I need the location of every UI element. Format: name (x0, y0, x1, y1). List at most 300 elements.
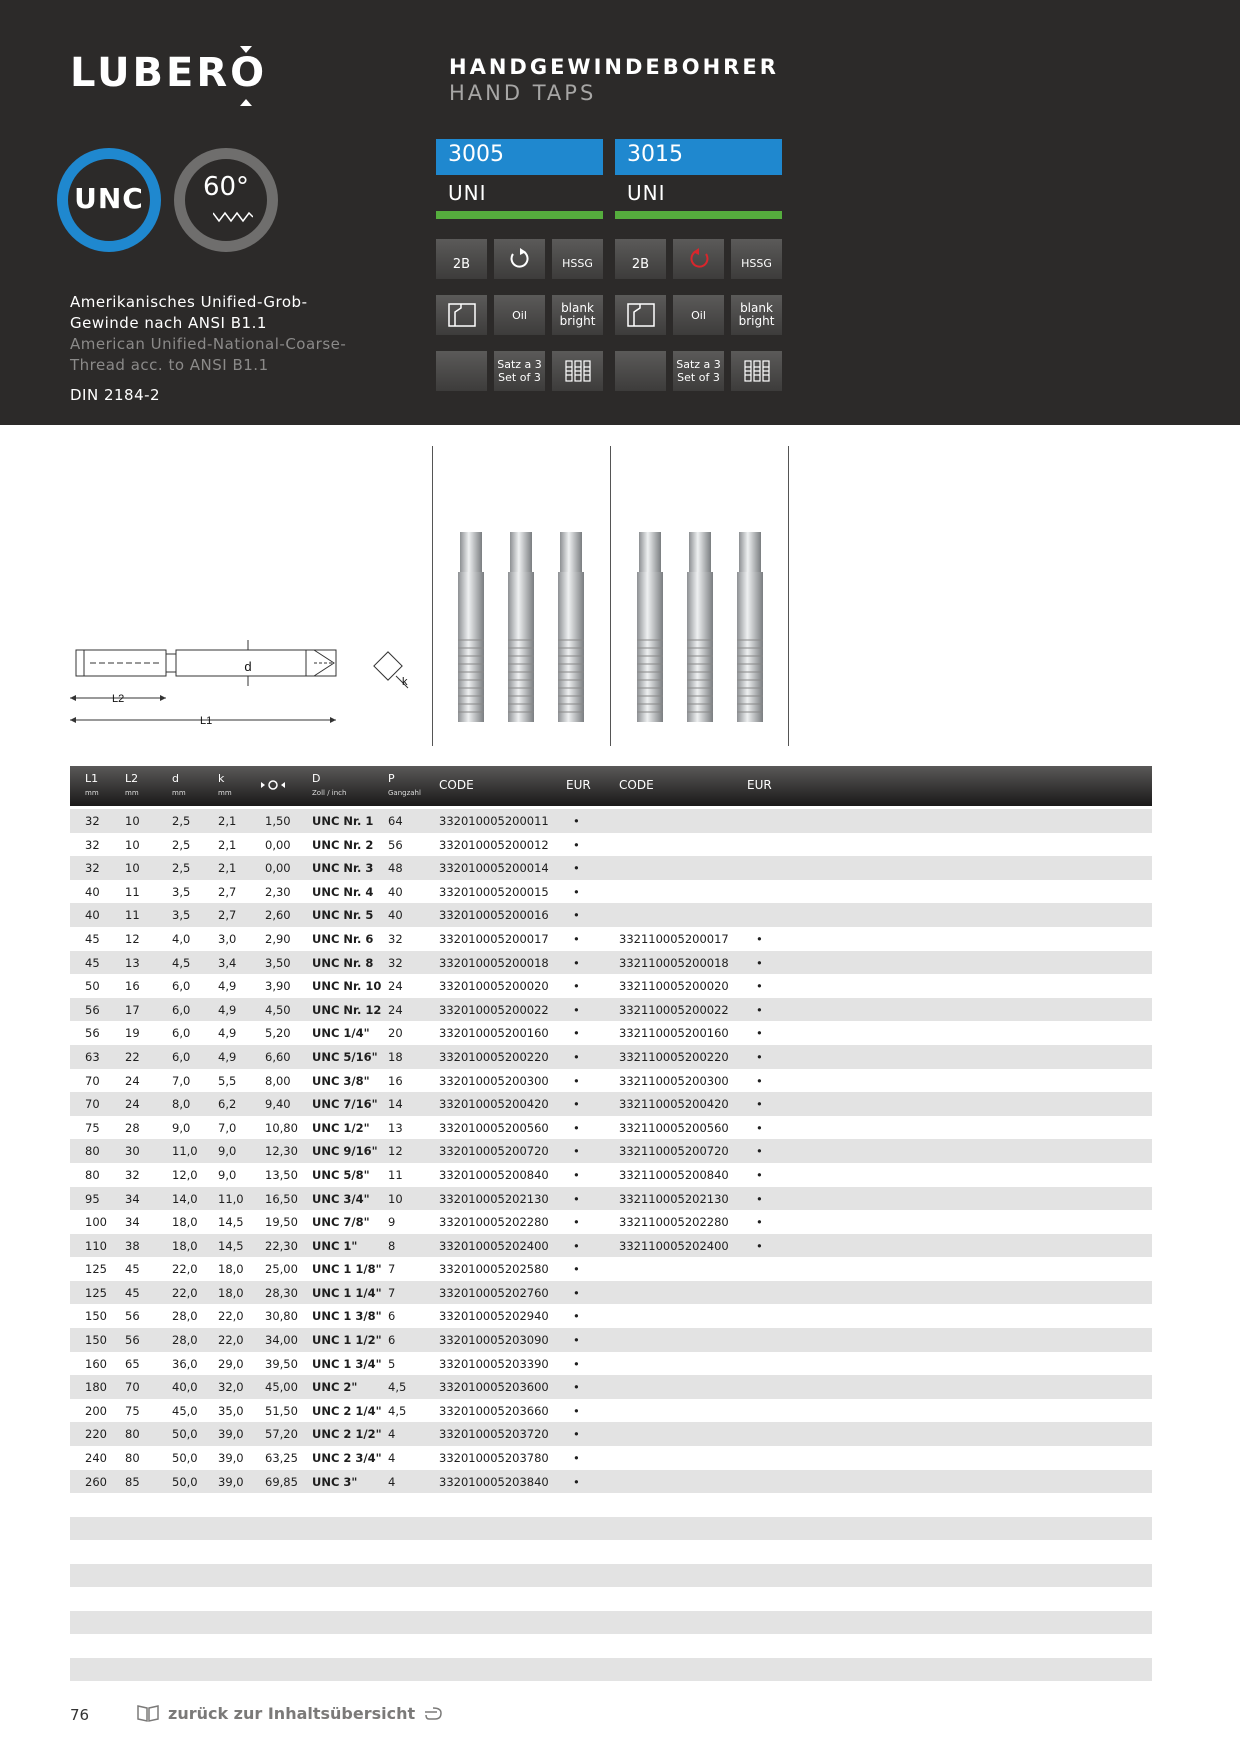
cell-code-3015: 332110005200420 (619, 1097, 729, 1112)
table-row (70, 1116, 1152, 1140)
cell-k: 32,0 (218, 1380, 244, 1395)
cell-l2: 16 (125, 979, 140, 994)
cell-l1: 110 (85, 1238, 107, 1253)
cell-eur-3005: • (573, 1262, 580, 1277)
cell-eur-3015: • (756, 1097, 763, 1112)
col-eur1-header: EUR (566, 778, 591, 792)
cell-k: 39,0 (218, 1474, 244, 1489)
cell-l1: 150 (85, 1333, 107, 1348)
cell-k: 18,0 (218, 1262, 244, 1277)
cell-eur-3005: • (573, 1002, 580, 1017)
cell-code-3015: 332110005200022 (619, 1002, 729, 1017)
cell-d: 3,5 (172, 884, 191, 899)
cell-l1: 95 (85, 1191, 100, 1206)
cell-eur-3005: • (573, 1309, 580, 1324)
book-icon (136, 1703, 160, 1723)
col-l2-header: L2 mm (125, 772, 139, 797)
cell-l1: 40 (85, 884, 100, 899)
cell-pitch: 64 (388, 814, 403, 828)
cell-eur-3005: • (573, 908, 580, 923)
empty-row (70, 1611, 1152, 1634)
cell-code-3005: 332010005202400 (439, 1238, 549, 1253)
cell-k: 11,0 (218, 1191, 244, 1206)
table-row (70, 1446, 1152, 1470)
material-tile: HSSG (552, 239, 603, 279)
cell-thread: UNC 2 1/2" (312, 1427, 382, 1442)
product-column-3005 (436, 139, 603, 384)
cell-eur-3015: • (756, 1002, 763, 1017)
cell-pitch: 24 (388, 1002, 403, 1017)
cell-k: 2,7 (218, 884, 237, 899)
cell-l2: 22 (125, 1049, 140, 1064)
table-row (70, 927, 1152, 951)
brand-name: LUBERO (70, 50, 268, 96)
cell-drill-size: 2,30 (265, 884, 291, 899)
cell-d: 8,0 (172, 1097, 191, 1112)
cell-l2: 56 (125, 1333, 140, 1348)
cell-eur-3005: • (573, 955, 580, 970)
cell-thread: UNC Nr. 10 (312, 979, 382, 994)
table-row (70, 903, 1152, 927)
cell-l2: 24 (125, 1073, 140, 1088)
cell-d: 6,0 (172, 1049, 191, 1064)
cell-code-3015: 332110005200020 (619, 979, 729, 994)
cell-thread: UNC 3/4" (312, 1191, 370, 1206)
cell-code-3005: 332010005200160 (439, 1026, 549, 1041)
cell-l1: 100 (85, 1215, 107, 1230)
cell-drill-size: 5,20 (265, 1026, 291, 1041)
cell-code-3005: 332010005203720 (439, 1427, 549, 1442)
cell-l2: 10 (125, 861, 140, 876)
cell-l1: 125 (85, 1262, 107, 1277)
cell-code-3005: 332010005200015 (439, 884, 549, 899)
thread-type-badge (57, 148, 161, 252)
cell-eur-3005: • (573, 1026, 580, 1041)
cell-drill-size: 45,00 (265, 1380, 298, 1395)
cell-eur-3015: • (756, 1238, 763, 1253)
cell-code-3005: 332010005200016 (439, 908, 549, 923)
tap-set-3005-image (455, 530, 595, 730)
cell-pitch: 24 (388, 979, 403, 994)
logo-chevron-top-icon (240, 46, 252, 53)
diameter-label: d (244, 659, 252, 674)
table-row (70, 856, 1152, 880)
thread-angle-label: 60° (202, 172, 250, 202)
cell-thread: UNC 5/8" (312, 1167, 370, 1182)
cell-l1: 45 (85, 955, 100, 970)
cell-pitch: 13 (388, 1120, 403, 1135)
cell-eur-3005: • (573, 1333, 580, 1348)
cell-code-3005: 332010005203840 (439, 1474, 549, 1489)
cell-drill-size: 28,30 (265, 1285, 298, 1300)
cell-l2: 56 (125, 1309, 140, 1324)
cell-pitch: 32 (388, 955, 403, 970)
cell-k: 2,1 (218, 861, 237, 876)
cell-code-3005: 332010005200022 (439, 1002, 549, 1017)
cell-thread: UNC Nr. 3 (312, 861, 374, 876)
cell-k: 5,5 (218, 1073, 237, 1088)
pointing-hand-icon (423, 1704, 445, 1722)
cell-eur-3005: • (573, 1120, 580, 1135)
cell-code-3005: 332010005203660 (439, 1403, 549, 1418)
cell-l1: 63 (85, 1049, 100, 1064)
cell-eur-3015: • (756, 979, 763, 994)
table-row (70, 1163, 1152, 1187)
cell-eur-3015: • (756, 1120, 763, 1135)
cell-pitch: 32 (388, 931, 403, 946)
cell-d: 14,0 (172, 1191, 198, 1206)
cell-l2: 30 (125, 1144, 140, 1159)
cell-k: 9,0 (218, 1144, 237, 1159)
finish-tile: blank bright (731, 295, 782, 335)
table-header (70, 766, 1152, 806)
cell-l2: 34 (125, 1215, 140, 1230)
cell-drill-size: 4,50 (265, 1002, 291, 1017)
col-code1-header: CODE (439, 778, 474, 792)
divider-line (788, 446, 789, 746)
cell-pitch: 4 (388, 1474, 396, 1489)
cell-drill-size: 2,60 (265, 908, 291, 923)
cell-eur-3005: • (573, 1073, 580, 1088)
cell-code-3005: 332010005200840 (439, 1167, 549, 1182)
cell-k: 4,9 (218, 979, 237, 994)
table-row (70, 880, 1152, 904)
cell-code-3015: 332110005202280 (619, 1215, 729, 1230)
set-tile: Satz a 3 Set of 3 (494, 351, 545, 391)
cell-pitch: 9 (388, 1215, 396, 1230)
page-number: 76 (70, 1706, 90, 1724)
cell-k: 35,0 (218, 1403, 244, 1418)
cell-pitch: 16 (388, 1073, 403, 1088)
cell-drill-size: 22,30 (265, 1238, 298, 1253)
col-l1-header: L1 mm (85, 772, 99, 797)
cell-pitch: 4,5 (388, 1403, 407, 1418)
cell-code-3015: 332110005200560 (619, 1120, 729, 1135)
cell-l2: 34 (125, 1191, 140, 1206)
table-row (70, 1422, 1152, 1446)
cell-k: 18,0 (218, 1285, 244, 1300)
cell-code-3005: 332010005200014 (439, 861, 549, 876)
cell-l1: 180 (85, 1380, 107, 1395)
set-tile: Satz a 3 Set of 3 (673, 351, 724, 391)
cell-thread: UNC 7/16" (312, 1097, 378, 1112)
cell-code-3015: 332110005200720 (619, 1144, 729, 1159)
cell-code-3015: 332110005202400 (619, 1238, 729, 1253)
col-k-header: k mm (218, 772, 232, 797)
cell-d: 36,0 (172, 1356, 198, 1371)
table-row (70, 1234, 1152, 1258)
chamfer-form-icon (615, 295, 666, 335)
cell-drill-size: 10,80 (265, 1120, 298, 1135)
back-to-contents-link[interactable] (136, 1703, 445, 1723)
cell-eur-3005: • (573, 814, 580, 828)
cell-drill-size: 34,00 (265, 1333, 298, 1348)
cell-k: 39,0 (218, 1427, 244, 1442)
cell-thread: UNC 1 3/8" (312, 1309, 382, 1324)
cell-drill-size: 9,40 (265, 1097, 291, 1112)
table-row (70, 1045, 1152, 1069)
cell-drill-size: 69,85 (265, 1474, 298, 1489)
table-row (70, 1352, 1152, 1376)
cell-l1: 220 (85, 1427, 107, 1442)
set-of-taps-icon (731, 351, 782, 391)
cell-pitch: 4 (388, 1451, 396, 1466)
cell-d: 18,0 (172, 1215, 198, 1230)
cell-d: 12,0 (172, 1167, 198, 1182)
cell-pitch: 11 (388, 1167, 403, 1182)
cell-d: 28,0 (172, 1333, 198, 1348)
cell-eur-3015: • (756, 1049, 763, 1064)
cell-pitch: 8 (388, 1238, 396, 1253)
cell-l2: 13 (125, 955, 140, 970)
cell-thread: UNC 2 3/4" (312, 1451, 382, 1466)
cell-code-3005: 332010005200720 (439, 1144, 549, 1159)
cell-drill-size: 1,50 (265, 814, 291, 828)
tap-dimension-drawing (70, 640, 430, 740)
logo-chevron-bottom-icon (240, 99, 252, 106)
cell-drill-size: 51,50 (265, 1403, 298, 1418)
table-row (70, 1021, 1152, 1045)
table-row (70, 951, 1152, 975)
cell-l1: 150 (85, 1309, 107, 1324)
cell-d: 3,5 (172, 908, 191, 923)
cell-eur-3005: • (573, 1191, 580, 1206)
cell-eur-3015: • (756, 1073, 763, 1088)
l2-label: L2 (112, 693, 125, 705)
cell-l1: 160 (85, 1356, 107, 1371)
cell-thread: UNC 1 1/8" (312, 1262, 382, 1277)
cell-thread: UNC Nr. 1 (312, 814, 374, 828)
cell-d: 22,0 (172, 1262, 198, 1277)
cell-code-3005: 332010005200012 (439, 837, 549, 852)
cell-code-3005: 332010005200420 (439, 1097, 549, 1112)
table-row (70, 1187, 1152, 1211)
cell-eur-3005: • (573, 837, 580, 852)
cell-eur-3005: • (573, 1451, 580, 1466)
cell-l2: 65 (125, 1356, 140, 1371)
material-tile: HSSG (731, 239, 782, 279)
cell-drill-size: 25,00 (265, 1262, 298, 1277)
cell-drill-size: 16,50 (265, 1191, 298, 1206)
cell-l2: 12 (125, 931, 140, 946)
cell-code-3005: 332010005200560 (439, 1120, 549, 1135)
cell-eur-3005: • (573, 1049, 580, 1064)
cell-code-3005: 332010005200020 (439, 979, 549, 994)
tolerance-tile: 2B (436, 239, 487, 279)
product-accent-bar (436, 211, 603, 219)
thread-description (70, 292, 370, 376)
cell-k: 29,0 (218, 1356, 244, 1371)
cell-d: 2,5 (172, 814, 191, 828)
cell-pitch: 4 (388, 1427, 396, 1442)
cell-l2: 45 (125, 1262, 140, 1277)
col-eur2-header: EUR (747, 778, 772, 792)
cell-drill-size: 30,80 (265, 1309, 298, 1324)
empty-row (70, 1517, 1152, 1540)
cell-l1: 70 (85, 1073, 100, 1088)
cell-drill-size: 19,50 (265, 1215, 298, 1230)
cell-l1: 240 (85, 1451, 107, 1466)
cell-k: 6,2 (218, 1097, 237, 1112)
cell-eur-3005: • (573, 1380, 580, 1395)
cell-drill-size: 39,50 (265, 1356, 298, 1371)
rotation-right-icon (494, 239, 545, 279)
cell-l2: 32 (125, 1167, 140, 1182)
cell-pitch: 18 (388, 1049, 403, 1064)
cell-eur-3005: • (573, 1403, 580, 1418)
cell-thread: UNC 5/16" (312, 1049, 378, 1064)
cell-k: 2,7 (218, 908, 237, 923)
col-thread-header: D Zoll / inch (312, 772, 347, 797)
thread-angle-badge (174, 148, 278, 252)
cell-k: 3,4 (218, 955, 237, 970)
cell-drill-size: 6,60 (265, 1049, 291, 1064)
cell-code-3015: 332110005200017 (619, 931, 729, 946)
cell-pitch: 7 (388, 1262, 396, 1277)
cell-d: 50,0 (172, 1474, 198, 1489)
cell-drill-size: 0,00 (265, 861, 291, 876)
divider-line (610, 446, 611, 746)
cell-eur-3005: • (573, 1238, 580, 1253)
table-row (70, 1375, 1152, 1399)
cell-d: 22,0 (172, 1285, 198, 1300)
cell-pitch: 10 (388, 1191, 403, 1206)
cell-eur-3015: • (756, 955, 763, 970)
set-of-taps-icon (552, 351, 603, 391)
cell-eur-3015: • (756, 1026, 763, 1041)
cell-l2: 80 (125, 1427, 140, 1442)
drill-size-icon (261, 779, 285, 794)
cell-thread: UNC 3/8" (312, 1073, 370, 1088)
cell-thread: UNC Nr. 4 (312, 884, 374, 899)
tap-set-3015-image (634, 530, 774, 730)
cell-code-3015: 332110005200018 (619, 955, 729, 970)
cell-k: 9,0 (218, 1167, 237, 1182)
cell-l1: 50 (85, 979, 100, 994)
cell-l1: 80 (85, 1167, 100, 1182)
cell-thread: UNC 7/8" (312, 1215, 370, 1230)
cell-thread: UNC Nr. 6 (312, 931, 374, 946)
square-k-label: k (402, 676, 408, 688)
cell-l2: 17 (125, 1002, 140, 1017)
cell-code-3005: 332010005203600 (439, 1380, 549, 1395)
cell-d: 6,0 (172, 1026, 191, 1041)
page-subtitle: HAND TAPS (449, 81, 597, 105)
cell-thread: UNC 2 1/4" (312, 1403, 382, 1418)
back-link-label: zurück zur Inhaltsübersicht (168, 1703, 416, 1723)
cell-drill-size: 63,25 (265, 1451, 298, 1466)
cell-eur-3005: • (573, 931, 580, 946)
cell-l2: 10 (125, 837, 140, 852)
cell-l2: 10 (125, 814, 140, 828)
cell-pitch: 40 (388, 908, 403, 923)
cell-thread: UNC 2" (312, 1380, 358, 1395)
cell-eur-3005: • (573, 1097, 580, 1112)
cell-d: 6,0 (172, 1002, 191, 1017)
cell-pitch: 5 (388, 1356, 396, 1371)
header-banner (0, 0, 1240, 425)
cell-d: 11,0 (172, 1144, 198, 1159)
cell-thread: UNC 1 3/4" (312, 1356, 382, 1371)
cell-l2: 45 (125, 1285, 140, 1300)
table-row (70, 998, 1152, 1022)
norm-label: DIN 2184-2 (70, 386, 161, 404)
cell-eur-3005: • (573, 861, 580, 876)
cell-l2: 24 (125, 1097, 140, 1112)
cell-d: 18,0 (172, 1238, 198, 1253)
cell-k: 7,0 (218, 1120, 237, 1135)
cell-code-3005: 332010005202760 (439, 1285, 549, 1300)
cell-l1: 260 (85, 1474, 107, 1489)
cell-l1: 70 (85, 1097, 100, 1112)
cell-eur-3005: • (573, 1427, 580, 1442)
product-name: UNI (627, 181, 666, 205)
product-number: 3005 (436, 139, 603, 175)
cell-eur-3005: • (573, 1144, 580, 1159)
table-row (70, 1470, 1152, 1494)
cell-d: 50,0 (172, 1427, 198, 1442)
cell-l1: 32 (85, 814, 100, 828)
cell-eur-3005: • (573, 1285, 580, 1300)
cell-pitch: 6 (388, 1333, 396, 1348)
coolant-tile: Oil (494, 295, 545, 335)
cell-l1: 200 (85, 1403, 107, 1418)
empty-row (70, 1658, 1152, 1681)
chamfer-form-icon (436, 295, 487, 335)
cell-drill-size: 3,50 (265, 955, 291, 970)
cell-pitch: 7 (388, 1285, 396, 1300)
table-row (70, 1328, 1152, 1352)
cell-thread: UNC 1/2" (312, 1120, 370, 1135)
cell-thread: UNC Nr. 12 (312, 1002, 382, 1017)
product-column-3015 (615, 139, 782, 384)
divider-line (432, 446, 433, 746)
cell-pitch: 20 (388, 1026, 403, 1041)
tolerance-tile: 2B (615, 239, 666, 279)
page-title: HANDGEWINDEBOHRER (449, 55, 779, 79)
cell-code-3005: 332010005200018 (439, 955, 549, 970)
thread-profile-icon (213, 211, 253, 223)
table-row (70, 1210, 1152, 1234)
cell-code-3005: 332010005202580 (439, 1262, 549, 1277)
table-row (70, 1304, 1152, 1328)
cell-d: 28,0 (172, 1309, 198, 1324)
cell-eur-3015: • (756, 1191, 763, 1206)
cell-d: 40,0 (172, 1380, 198, 1395)
cell-l2: 80 (125, 1451, 140, 1466)
cell-thread: UNC 1 1/2" (312, 1333, 382, 1348)
table-row (70, 1281, 1152, 1305)
cell-thread: UNC Nr. 2 (312, 837, 374, 852)
cell-l2: 11 (125, 908, 140, 923)
thread-type-label: UNC (74, 182, 144, 215)
cell-eur-3005: • (573, 1356, 580, 1371)
cell-l1: 56 (85, 1002, 100, 1017)
cell-l2: 11 (125, 884, 140, 899)
cell-code-3015: 332110005202130 (619, 1191, 729, 1206)
cell-code-3015: 332110005200840 (619, 1167, 729, 1182)
cell-pitch: 56 (388, 837, 403, 852)
cell-eur-3005: • (573, 1474, 580, 1489)
cell-k: 22,0 (218, 1309, 244, 1324)
coolant-tile: Oil (673, 295, 724, 335)
cell-pitch: 12 (388, 1144, 403, 1159)
cell-drill-size: 2,90 (265, 931, 291, 946)
cell-pitch: 40 (388, 884, 403, 899)
cell-code-3005: 332010005202940 (439, 1309, 549, 1324)
table-row (70, 809, 1152, 833)
cell-l2: 75 (125, 1403, 140, 1418)
